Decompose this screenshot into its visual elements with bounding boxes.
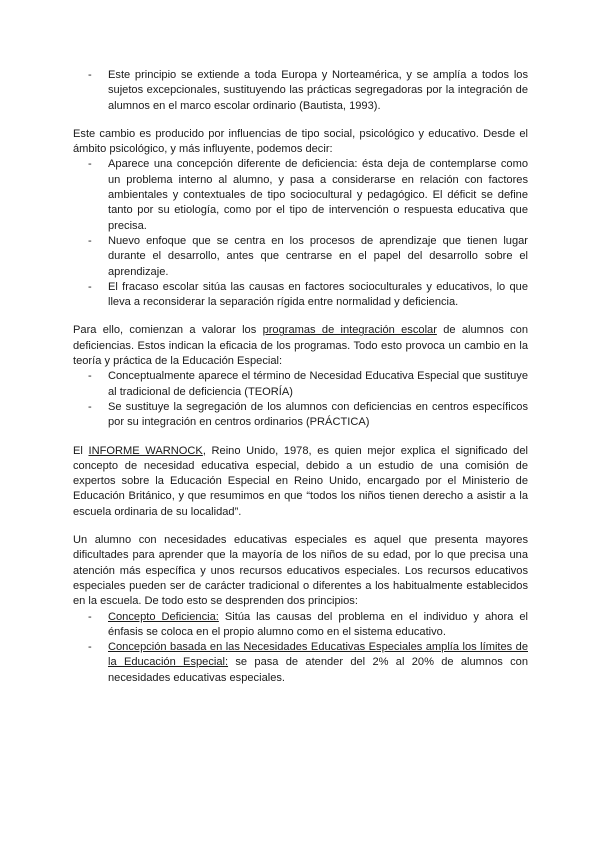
list-item [73,610,528,641]
text-span: , Reino Unido, 1978, es quien mejor explica el significado del concepto de necesidad educativa especial, debido a un estudio de una comisión de expertos sobre la Educación Especial en Reino Unido, encargado por el Ministerio de Educación Británico, y que resumimos en que “todos los niños tienen derecho a asistir a la escuela ordinaria de su localidad”. [73,444,528,518]
principle-list-2 [73,640,528,686]
text-span: Para ello, comienzan a valorar los [73,324,263,337]
theory-practice-bullet-list [73,369,528,430]
paragraph-integration-programs [73,323,528,369]
list-item: - Nuevo enfoque que se centra en los procesos de aprendizaje que tienen lugar durante el desarrollo, antes que centrarse en el papel del desarrollo sobre el aprendizaje. [73,234,528,280]
underlined-term-warnock: INFORME WARNOCK [88,444,203,457]
intro-bullet-list [73,68,528,114]
paragraph-influences: Este cambio es producido por influencias de tipo social, psicológico y educativo. Desde el ámbito psicológico, y más influyente, podemos decir: [73,127,528,156]
psychological-bullet-list [73,157,528,310]
text-span: de alumnos con deficiencias. Estos indican la eficacia de los programas. Todo esto provoca un cambio en la teoría y práctica de la Educación Especial: [73,324,528,368]
principle-text: se pasa de atender del 2% al 20% de alumnos con necesidades educativas especiales. [108,656,529,684]
list-item: - Aparece una concepción diferente de deficiencia: ésta deja de contemplarse como un problema interno al alumno, y pasa a considerarse en relación con factores ambientales y contextuales de tipo sociocultural y pedagógico. El déficit se define tanto por su etiología, como por el tipo de intervención o respuesta educativa que precisa. [73,157,528,233]
list-item: - Se sustituye la segregación de los alumnos con deficiencias en centros específicos por su integración en centros ordinarios (PRÁCTICA) [73,400,528,431]
text-span: El [73,444,89,457]
list-item: - El fracaso escolar sitúa las causas en factores socioculturales y educativos, lo que lleva a reconsiderar la separación rígida entre normalidad y deficiencia. [73,280,528,311]
principle-label: Concepto Deficiencia: [108,610,219,623]
principle-text: Sitúa las causas del problema en el individuo y ahora el énfasis se coloca en el propio alumno como en el sistema educativo. [108,610,528,638]
paragraph-nee-definition: Un alumno con necesidades educativas especiales es aquel que presenta mayores dificultades para aprender que la mayoría de los niños de su edad, por lo que precisa una atención más específica y unos recursos educativos especiales. Los recursos educativos especiales pueden ser de carácter tradicional o diferentes a los habitualmente establecidos en la escuela. De todo esto se desprenden dos principios: [73,534,528,608]
list-item: - Conceptualmente aparece el término de Necesidad Educativa Especial que sustituye al tradicional de deficiencia (TEORÍA) [73,369,528,400]
paragraph-warnock-report [73,444,528,520]
principle-label: Concepción basada en las Necesidades Educativas Especiales amplía los límites de la Educación Especial: [108,641,528,669]
list-item: - Este principio se extiende a toda Europa y Norteamérica, y se amplía a todos los sujetos excepcionales, sustituyendo las prácticas segregadoras por la integración de alumnos en el marco escolar ordinario (Bautista, 1993). [73,68,528,114]
principle-list-1 [73,610,528,641]
underlined-term-integration-programs: programas de integración escolar [262,324,437,337]
list-item [73,640,528,686]
